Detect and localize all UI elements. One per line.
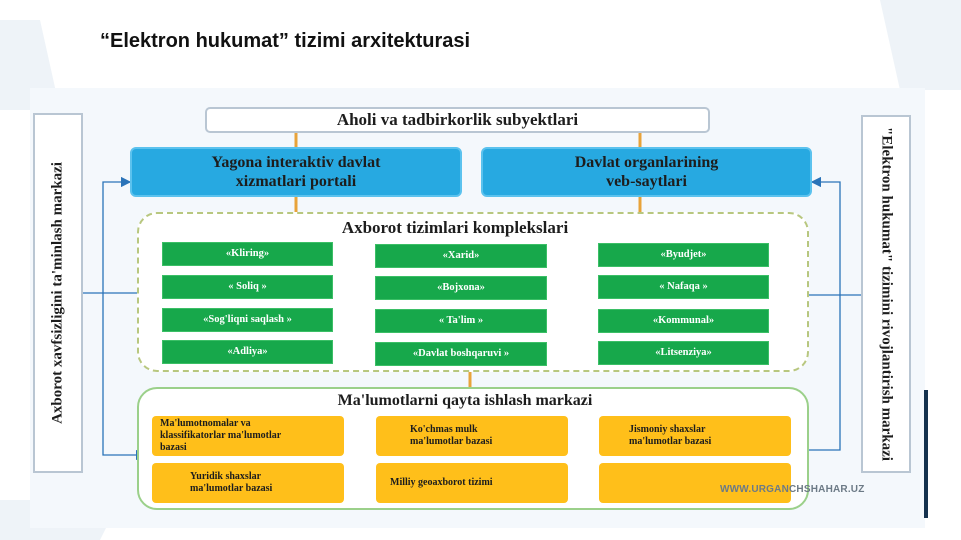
citizens-business-box: Aholi va tadbirkorlik subyektlari xyxy=(205,107,710,133)
database-box xyxy=(599,416,791,456)
database-box xyxy=(376,416,568,456)
development-center-box xyxy=(861,115,911,473)
database-line3: bazasi xyxy=(160,442,187,453)
security-center-box xyxy=(33,113,83,473)
database-line2: ma'lumotlar bazasi xyxy=(190,483,273,494)
portal-line1: Davlat organlarining xyxy=(574,154,719,171)
database-line2: klassifikatorlar ma'lumotlar xyxy=(160,430,282,441)
database-line2: ma'lumotlar bazasi xyxy=(629,436,712,447)
database-line1: Ko'chmas mulk xyxy=(410,424,478,435)
portal-line2: veb-saytlari xyxy=(606,173,687,190)
database-box xyxy=(376,463,568,503)
security-center-label: Axborot xavfsizligini ta'minlash markazi xyxy=(49,162,66,424)
system-box: «Byudjet» xyxy=(598,243,769,267)
system-box: «Xarid» xyxy=(375,244,547,268)
database-line2: ma'lumotlar bazasi xyxy=(410,436,493,447)
database-line1: Yuridik shaxslar xyxy=(190,471,262,482)
system-box: « Ta'lim » xyxy=(375,309,547,333)
system-box: «Sog'liqni saqlash » xyxy=(162,308,333,332)
database-box xyxy=(152,416,344,456)
website-watermark: WWW.URGANCHSHAHAR.UZ xyxy=(720,484,865,495)
database-line1: Milliy geoaxborot tizimi xyxy=(390,477,493,488)
system-box: «Litsenziya» xyxy=(598,341,769,365)
database-line1: Jismoniy shaxslar xyxy=(629,424,706,435)
portal-line2: xizmatlari portali xyxy=(235,173,357,190)
database-line1: Ma'lumotnomalar va xyxy=(160,418,251,429)
slide-title: “Elektron hukumat” tizimi arxitekturasi xyxy=(100,30,471,52)
system-box: «Kliring» xyxy=(162,242,333,266)
system-box: «Adliya» xyxy=(162,340,333,364)
system-box: « Nafaqa » xyxy=(598,275,769,299)
system-box: « Soliq » xyxy=(162,275,333,299)
system-box: «Kommunal» xyxy=(598,309,769,333)
portal-box-single-portal xyxy=(130,147,462,197)
portal-box-gov-websites xyxy=(481,147,812,197)
system-box: «Davlat boshqaruvi » xyxy=(375,342,547,366)
system-box: «Bojxona» xyxy=(375,276,547,300)
portal-line1: Yagona interaktiv davlat xyxy=(211,154,381,171)
accent-bar xyxy=(924,390,928,518)
database-box-empty xyxy=(599,463,791,503)
database-box xyxy=(152,463,344,503)
info-systems-complex-title: Axborot tizimlari komplekslari xyxy=(341,218,569,237)
data-processing-center-title: Ma'lumotlarni qayta ishlash markazi xyxy=(337,392,593,409)
development-center-label: "Elektron hukumat" tizimini rivojlantirish markazi xyxy=(878,127,895,461)
